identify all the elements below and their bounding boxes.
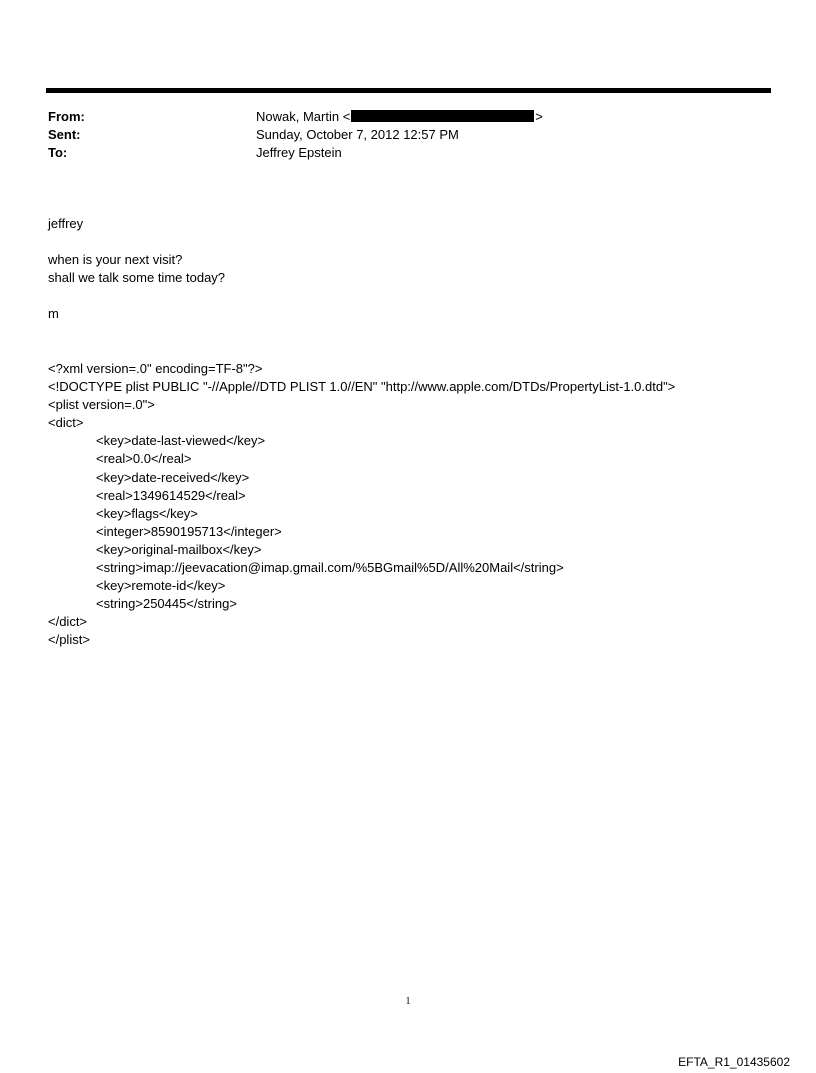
plist-entry: <integer>8590195713</integer> (96, 523, 282, 539)
body-line-1: when is your next visit? (48, 252, 183, 267)
plist-entry: <key>date-received</key> (96, 469, 250, 485)
plist-entry: <string>250445</string> (96, 596, 237, 612)
to-value: Jeffrey Epstein (256, 145, 342, 160)
doctype-line: <!DOCTYPE plist PUBLIC "-//Apple//DTD PLIST 1.0//EN" "http://www.apple.com/DTDs/PropertyList-1.0.dtd"> (48, 379, 676, 395)
from-label: From: (48, 109, 85, 124)
plist-entry: <string>imap://jeevacation@imap.gmail.com/%5BGmail%5D/All%20Mail</string> (96, 560, 564, 576)
body-line-2: shall we talk some time today? (48, 270, 226, 285)
plist-entry: <real>1349614529</real> (96, 487, 246, 503)
plist-entry: <key>flags</key> (96, 505, 198, 521)
redaction-box (351, 110, 534, 122)
sent-row (48, 126, 748, 144)
dict-close: </dict> (48, 614, 88, 630)
sent-label: Sent: (48, 127, 81, 142)
document-id: EFTA_R1_01435602 (678, 1055, 790, 1069)
plist-open: <plist version=.0"> (48, 397, 155, 413)
xml-declaration: <?xml version=.0" encoding=TF-8"?> (48, 361, 263, 376)
body-greeting: jeffrey (48, 216, 84, 231)
sent-value: Sunday, October 7, 2012 12:57 PM (256, 127, 459, 142)
from-name: Nowak, Martin < (256, 109, 351, 124)
from-close: > (535, 109, 543, 124)
plist-entry: <key>original-mailbox</key> (96, 541, 262, 557)
plist-entry: <key>remote-id</key> (96, 578, 226, 594)
from-row (48, 108, 748, 126)
to-row (48, 144, 748, 162)
body-signoff: m (48, 306, 59, 321)
to-label: To: (48, 145, 68, 160)
header-divider (46, 88, 771, 93)
dict-open: <dict> (48, 415, 84, 431)
plist-block (48, 360, 675, 650)
plist-entry: <key>date-last-viewed</key> (96, 433, 266, 449)
page-number: 1 (405, 996, 411, 1007)
plist-close: </plist> (48, 632, 90, 648)
from-value (256, 108, 543, 126)
plist-entry: <real>0.0</real> (96, 451, 192, 467)
